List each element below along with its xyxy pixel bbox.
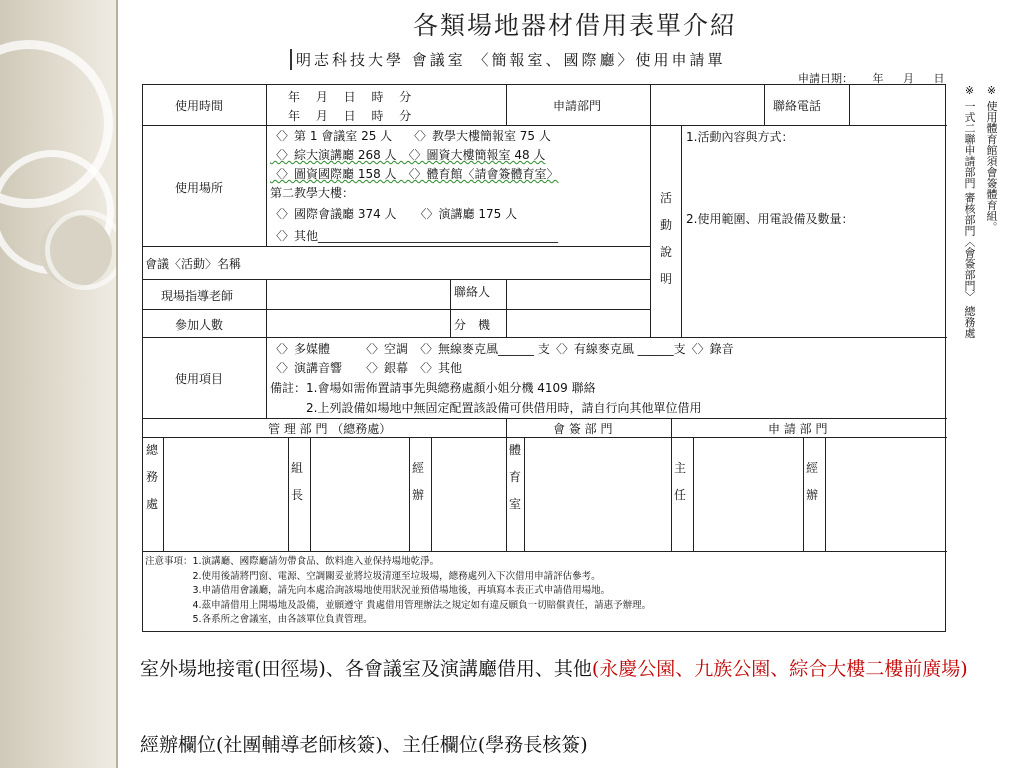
activity-line[interactable]: 2.使用範圍、用電設備及數量： (686, 212, 854, 226)
venue-option[interactable]: 〈〉第 1 會議室 25 人 〈〉教學大樓簡報室 75 人 (270, 129, 551, 143)
side-note-pe: ※ 使用體育館須會簽體育組。 (985, 84, 998, 233)
usage-time-label: 使用時間 (175, 99, 224, 113)
venue-other[interactable]: 〈〉其他________________________________________ (270, 229, 559, 243)
activity-line[interactable]: 1.活動內容與方式： (686, 130, 794, 144)
rule (693, 437, 694, 551)
apply-dept-label: 申請部門 (553, 99, 602, 113)
apply-date: 申請日期： 年 月 日 (798, 72, 945, 85)
meeting-name-label: 會議〈活動〉名稱 (145, 257, 242, 271)
extension-label: 分 機 (454, 318, 491, 332)
note-line: 3.申請借用會議廳，請先向本處洽詢該場地使用狀況並預借場地後，再填寫本表正式申請借用場地。 (145, 585, 611, 596)
venue-option[interactable]: 〈〉綜大演講廳 268 人 〈〉圖資大樓簡報室 48 人 (270, 148, 546, 162)
usage-time-end[interactable]: 年 月 日 時 分 (288, 109, 412, 123)
contact-phone-label: 聯絡電話 (773, 99, 822, 113)
venue-option[interactable]: 〈〉國際會議廳 374 人 〈〉演講廳 175 人 (270, 207, 518, 221)
rule (506, 418, 507, 551)
rule (310, 437, 311, 551)
general-affairs-vertical: 總務處 (145, 443, 158, 511)
activity-desc-label: 活動說明 (659, 191, 672, 286)
remark-line: 備註：1.會場如需佈置請事先與總務處顏小姐分機 4109 聯絡 (270, 381, 596, 395)
caption-venues-outdoor: (永慶公園、九族公園、綜合大樓二樓前廣場) (591, 658, 968, 680)
rule (143, 125, 947, 126)
decorative-side-band (0, 0, 118, 768)
caption-approvals: 經辦欄位(社團輔導老師核簽)、主任欄位(學務長核簽) (140, 734, 588, 756)
venue-group-label: 第二教學大樓： (270, 186, 355, 200)
rule (650, 85, 651, 337)
rule (671, 418, 672, 551)
usage-item-options[interactable]: 〈〉演講音響 〈〉銀幕 〈〉其他 (270, 361, 463, 375)
rule (681, 125, 682, 337)
handler-vertical: 經辦 (411, 461, 424, 502)
note-line: 2.使用後請將門窗、電源、空調關妥並將垃圾清運至垃圾場，總務處列入下次借用申請評估參考。 (145, 570, 601, 582)
section-head-vertical: 組長 (290, 461, 303, 502)
rule (764, 85, 765, 125)
rule (409, 437, 410, 551)
rule (506, 85, 507, 125)
rule (524, 437, 525, 551)
rule (163, 437, 164, 551)
mgmt-dept-header: 管 理 部 門 （總務處） (268, 422, 392, 436)
caption-venues-text: 室外場地接電(田徑場)、各會議室及演講廳借用、其他 (140, 658, 592, 680)
form-subtitle: 明志科技大學 會議室 〈簡報室、國際廳〉使用申請單 (290, 49, 726, 70)
rule (450, 279, 451, 337)
rule (266, 279, 267, 418)
usage-item-options[interactable]: 〈〉多媒體 〈〉空調 〈〉無線麥克風______ 支〈〉有線麥克風 ______支〈〉錄音 (270, 342, 734, 356)
caption-venues (140, 652, 1010, 686)
remark-line: 2.上列設備如場地中無固定配置該設備可供借用時，請自行向其他單位借用 (270, 401, 702, 415)
note-line: 4.茲申請借用上開場地及設備，並願遵守 貴處借用管理辦法之規定如有違反願負一切賠償責任，請惠予辦理。 (145, 599, 652, 611)
cosign-dept-header: 會 簽 部 門 (553, 422, 613, 436)
rule (143, 418, 947, 419)
rule (825, 437, 826, 551)
attendees-label: 參加人數 (175, 318, 224, 332)
rule (143, 437, 947, 438)
venue-label: 使用場所 (175, 181, 224, 195)
usage-time-start[interactable]: 年 月 日 時 分 (288, 90, 412, 104)
rule (431, 437, 432, 551)
decorative-ring (45, 210, 118, 290)
rule (803, 437, 804, 551)
rule (849, 85, 850, 125)
director-vertical: 主任 (673, 461, 686, 502)
rule (506, 279, 507, 337)
side-note-copies: ※ 一式二聯申請部門 審核部門〈會簽部門〉 總務處 (963, 84, 976, 339)
onsite-teacher-label: 現場指導老師 (161, 289, 234, 303)
rule (143, 551, 947, 552)
rule (266, 85, 267, 246)
rule (143, 279, 650, 280)
pe-office-vertical: 體育室 (508, 443, 521, 511)
rule (143, 337, 947, 338)
application-form (142, 84, 946, 632)
rule (288, 437, 289, 551)
notes-block (145, 555, 651, 628)
note-line: 注意事項：1.演講廳、國際廳請勿帶食品、飲料進入並保持場地乾淨。 (145, 556, 440, 567)
band-edge-line (116, 0, 118, 768)
rule (143, 309, 650, 310)
usage-items-label: 使用項目 (175, 372, 224, 386)
slide-title: 各類場地器材借用表單介紹 (412, 11, 737, 40)
apply-dept-header: 申 請 部 門 (768, 422, 828, 436)
rule (143, 246, 650, 247)
venue-option[interactable]: 〈〉圖資國際廳 158 人 〈〉體育館〈請會簽體育室〉 (270, 167, 559, 181)
note-line: 5.各系所之會議室，由各該單位負責管理。 (145, 614, 373, 625)
contact-person-label: 聯絡人 (454, 285, 491, 299)
handler-vertical: 經辦 (805, 461, 818, 502)
